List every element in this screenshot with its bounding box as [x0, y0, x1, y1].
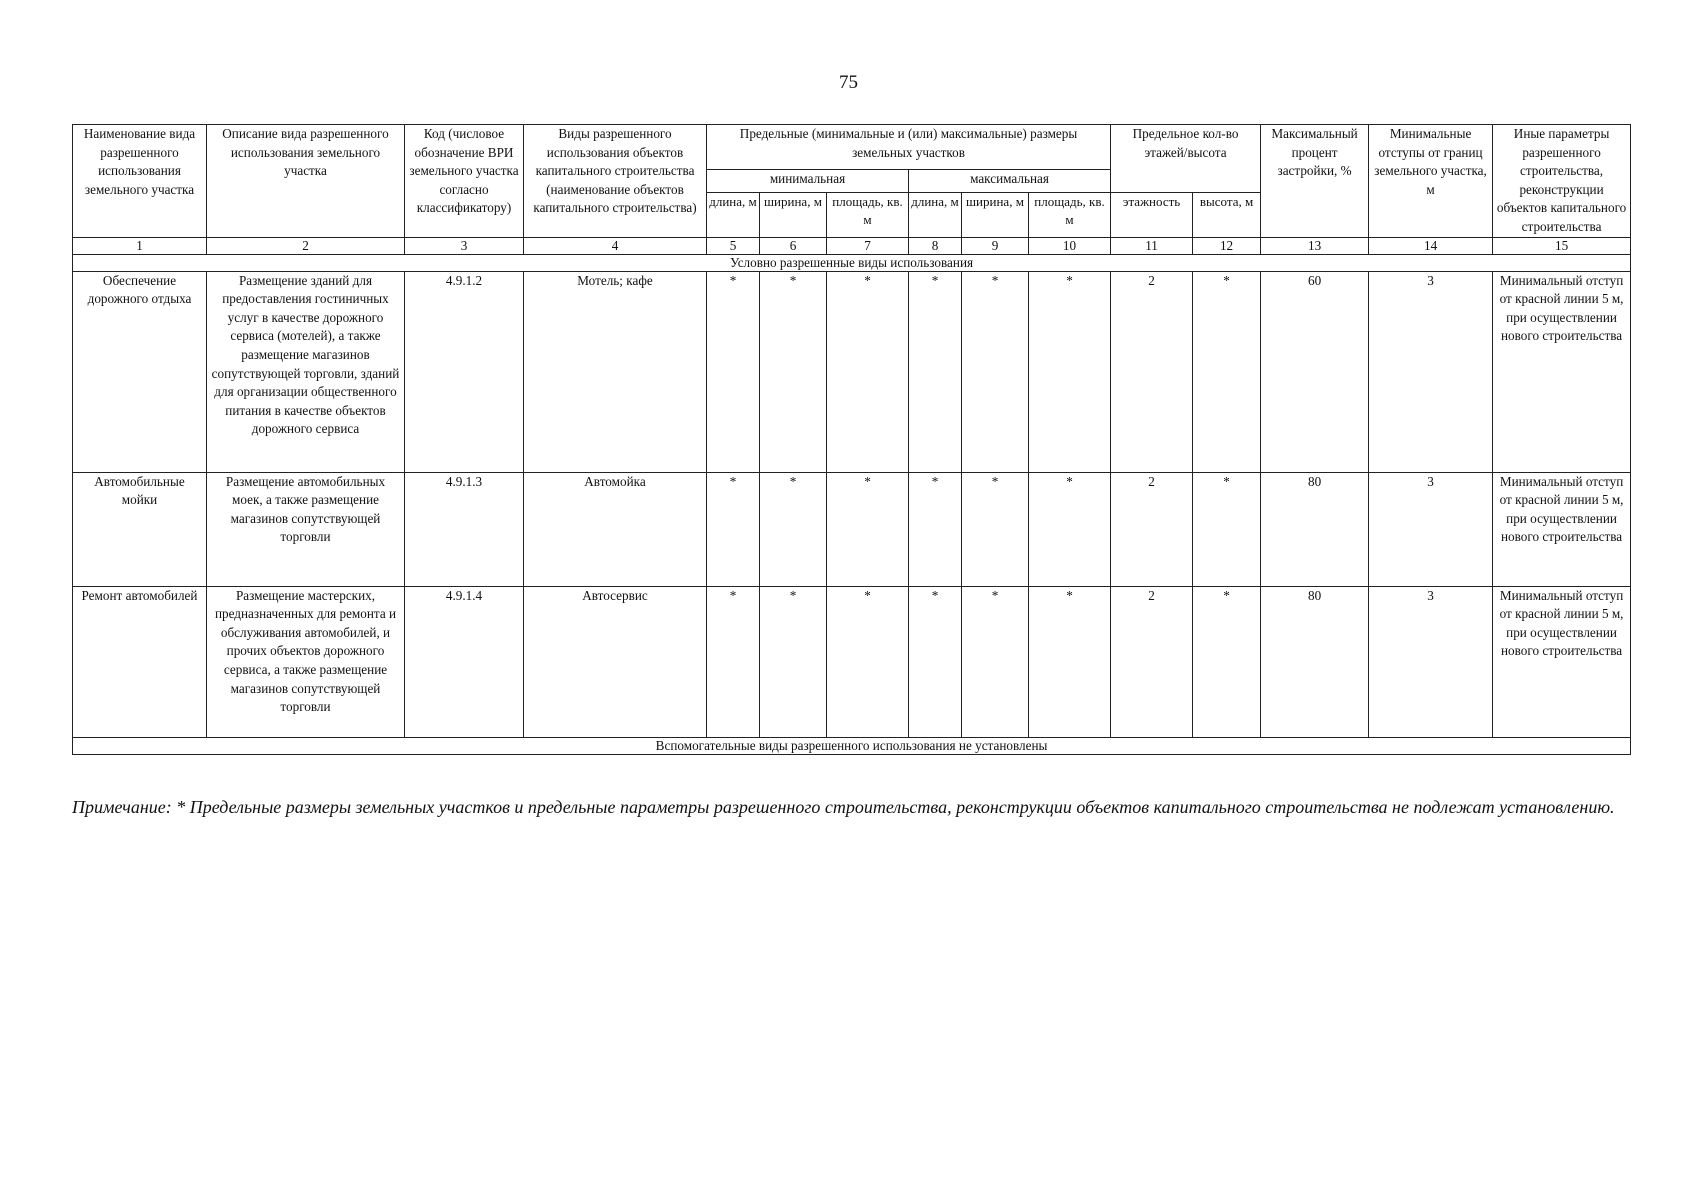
header-min-area: площадь, кв. м — [827, 192, 909, 237]
use-code-cell: 4.9.1.4 — [405, 586, 524, 737]
height-cell: * — [1193, 586, 1261, 737]
floor-count-cell: 2 — [1111, 472, 1193, 586]
max-area-cell: * — [1029, 472, 1111, 586]
min-width-cell: * — [760, 472, 827, 586]
header-max-area: площадь, кв. м — [1029, 192, 1111, 237]
min-width-cell: * — [760, 271, 827, 472]
max-width-cell: * — [962, 472, 1029, 586]
header-min-setbacks: Минимальные отступы от границ земельного участка, м — [1369, 125, 1493, 238]
column-number: 2 — [207, 237, 405, 254]
header-height: высота, м — [1193, 192, 1261, 237]
use-description-cell: Размещение мастерских, предназначенных для ремонта и обслуживания автомобилей, и прочих объектов дорожного сервиса, а также размещение магазинов сопутствующей торговли — [207, 586, 405, 737]
column-number: 15 — [1493, 237, 1631, 254]
max-width-cell: * — [962, 586, 1029, 737]
column-number: 9 — [962, 237, 1029, 254]
max-length-cell: * — [909, 271, 962, 472]
capital-objects-cell: Автосервис — [524, 586, 707, 737]
column-number: 1 — [73, 237, 207, 254]
setback-cell: 3 — [1369, 271, 1493, 472]
header-max-width: ширина, м — [962, 192, 1029, 237]
column-number: 13 — [1261, 237, 1369, 254]
max-area-cell: * — [1029, 586, 1111, 737]
max-length-cell: * — [909, 472, 962, 586]
column-number-row — [73, 237, 1631, 254]
use-code-cell: 4.9.1.3 — [405, 472, 524, 586]
column-number: 8 — [909, 237, 962, 254]
max-width-cell: * — [962, 271, 1029, 472]
header-floor-count: этажность — [1111, 192, 1193, 237]
coverage-cell: 80 — [1261, 472, 1369, 586]
land-use-regulations-table — [72, 124, 1631, 755]
footer-row — [73, 737, 1631, 754]
other-parameters-cell: Минимальный отступ от красной линии 5 м, при осуществлении нового строительства — [1493, 472, 1631, 586]
use-name-cell: Обеспечение дорожного отдыха — [73, 271, 207, 472]
use-code-cell: 4.9.1.2 — [405, 271, 524, 472]
section-title: Условно разрешенные виды использования — [73, 254, 1631, 271]
column-number: 12 — [1193, 237, 1261, 254]
other-parameters-cell: Минимальный отступ от красной линии 5 м, при осуществлении нового строительства — [1493, 271, 1631, 472]
column-number: 11 — [1111, 237, 1193, 254]
header-min-width: ширина, м — [760, 192, 827, 237]
header-max-coverage: Максимальный процент застройки, % — [1261, 125, 1369, 238]
coverage-cell: 80 — [1261, 586, 1369, 737]
column-number: 3 — [405, 237, 524, 254]
use-description-cell: Размещение зданий для предоставления гостиничных услуг в качестве дорожного сервиса (мотелей), а также размещение магазинов сопутствующей торговли, зданий для организации общественного питания в качестве объектов дорожного сервиса — [207, 271, 405, 472]
header-other-parameters: Иные параметры разрешенного строительства, реконструкции объектов капитального строительства — [1493, 125, 1631, 238]
auxiliary-uses-note: Вспомогательные виды разрешенного использования не установлены — [73, 737, 1631, 754]
setback-cell: 3 — [1369, 586, 1493, 737]
column-number: 6 — [760, 237, 827, 254]
min-length-cell: * — [707, 586, 760, 737]
floor-count-cell: 2 — [1111, 586, 1193, 737]
height-cell: * — [1193, 271, 1261, 472]
other-parameters-cell: Минимальный отступ от красной линии 5 м, при осуществлении нового строительства — [1493, 586, 1631, 737]
page-number: 75 — [839, 72, 858, 93]
header-capital-objects: Виды разрешенного использования объектов капитального строительства (наименование объектов капитального строительства) — [524, 125, 707, 238]
table-row — [73, 271, 1631, 472]
column-number: 4 — [524, 237, 707, 254]
min-area-cell: * — [827, 586, 909, 737]
coverage-cell: 60 — [1261, 271, 1369, 472]
header-use-code: Код (числовое обозначение ВРИ земельного участка согласно классификатору) — [405, 125, 524, 238]
use-name-cell: Ремонт автомобилей — [73, 586, 207, 737]
min-width-cell: * — [760, 586, 827, 737]
min-length-cell: * — [707, 472, 760, 586]
section-row — [73, 254, 1631, 271]
capital-objects-cell: Автомойка — [524, 472, 707, 586]
max-area-cell: * — [1029, 271, 1111, 472]
footnote: Примечание: * Предельные размеры земельных участков и предельные параметры разрешенного строительства, реконструкции объектов капитального строительства не подлежат установлению. — [72, 797, 1615, 817]
max-length-cell: * — [909, 586, 962, 737]
header-row-1 — [73, 125, 1631, 170]
header-floors-height: Предельное кол-во этажей/высота — [1111, 125, 1261, 193]
header-use-description: Описание вида разрешенного использования земельного участка — [207, 125, 405, 238]
min-length-cell: * — [707, 271, 760, 472]
floor-count-cell: 2 — [1111, 271, 1193, 472]
header-min-length: длина, м — [707, 192, 760, 237]
header-plot-size-limits: Предельные (минимальные и (или) максимальные) размеры земельных участков — [707, 125, 1111, 170]
min-area-cell: * — [827, 472, 909, 586]
min-area-cell: * — [827, 271, 909, 472]
column-number: 10 — [1029, 237, 1111, 254]
column-number: 7 — [827, 237, 909, 254]
header-max-length: длина, м — [909, 192, 962, 237]
use-name-cell: Автомобильные мойки — [73, 472, 207, 586]
table-row — [73, 586, 1631, 737]
use-description-cell: Размещение автомобильных моек, а также размещение магазинов сопутствующей торговли — [207, 472, 405, 586]
header-maximum: максимальная — [909, 169, 1111, 192]
height-cell: * — [1193, 472, 1261, 586]
header-use-name: Наименование вида разрешенного использования земельного участка — [73, 125, 207, 238]
table-row — [73, 472, 1631, 586]
header-minimum: минимальная — [707, 169, 909, 192]
column-number: 14 — [1369, 237, 1493, 254]
column-number: 5 — [707, 237, 760, 254]
capital-objects-cell: Мотель; кафе — [524, 271, 707, 472]
setback-cell: 3 — [1369, 472, 1493, 586]
